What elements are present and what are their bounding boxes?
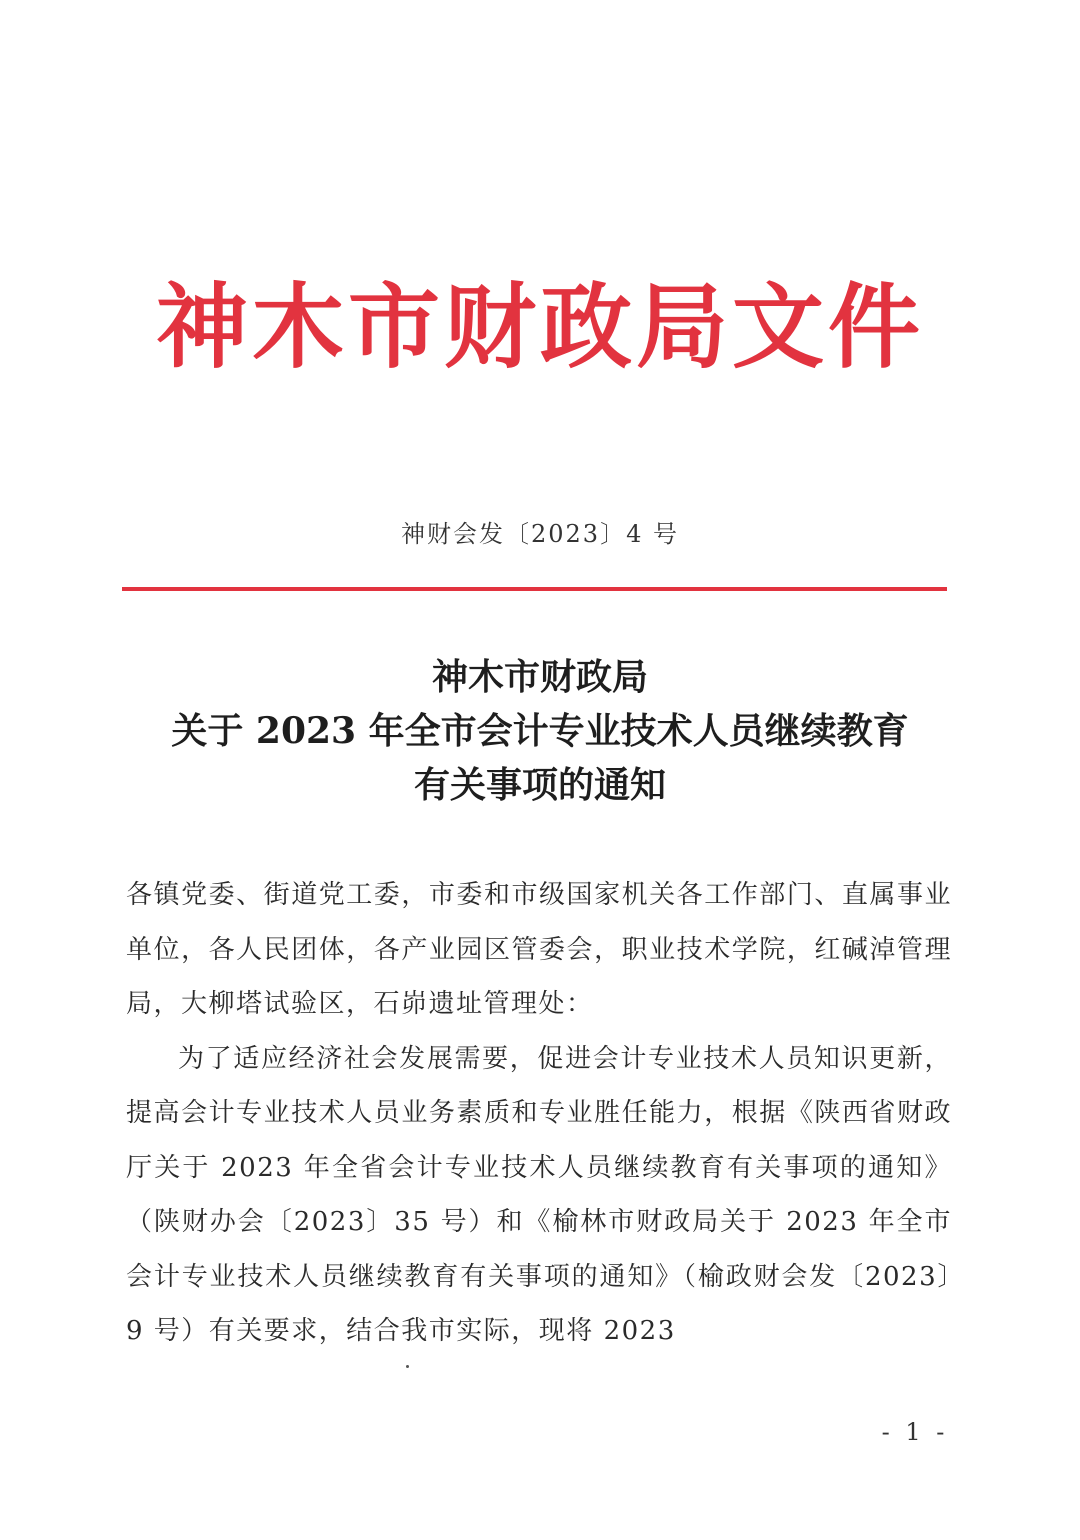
masthead-title: 神木市财政局文件 bbox=[155, 273, 924, 381]
notice-title-line-3: 有关事项的通知 bbox=[413, 764, 666, 806]
body-text bbox=[126, 868, 952, 1359]
recipients-paragraph: 各镇党委、街道党工委，市委和市级国家机关各工作部门、直属事业单位，各人民团体，各产业园区管委会，职业技术学院，红碱淖管理局，大柳塔试验区，石峁遗址管理处： bbox=[126, 880, 952, 1019]
scan-dot bbox=[406, 1365, 409, 1368]
document-number: 神财会发〔2023〕4 号 bbox=[401, 520, 679, 548]
notice-title-line-2: 关于 2023 年全市会计专业技术人员继续教育 bbox=[171, 710, 909, 752]
notice-title bbox=[100, 650, 980, 812]
notice-title-line-1: 神木市财政局 bbox=[431, 656, 648, 698]
body-paragraph-1: 为了适应经济社会发展需要，促进会计专业技术人员知识更新，提高会计专业技术人员业务素质和专业胜任能力，根据《陕西省财政厅关于 2023 年全省会计专业技术人员继续教育有关事项的通知》（陕财办会〔2023〕35 号）和《榆林市财政局关于 2023 年全市会计专业技术人员继续教育有关事项的通知》（榆政财会发〔2023〕9 号）有关要求，结合我市实际，现将 2023 bbox=[126, 1043, 952, 1346]
red-divider-line bbox=[122, 587, 947, 591]
page-number: - 1 - bbox=[881, 1418, 949, 1446]
